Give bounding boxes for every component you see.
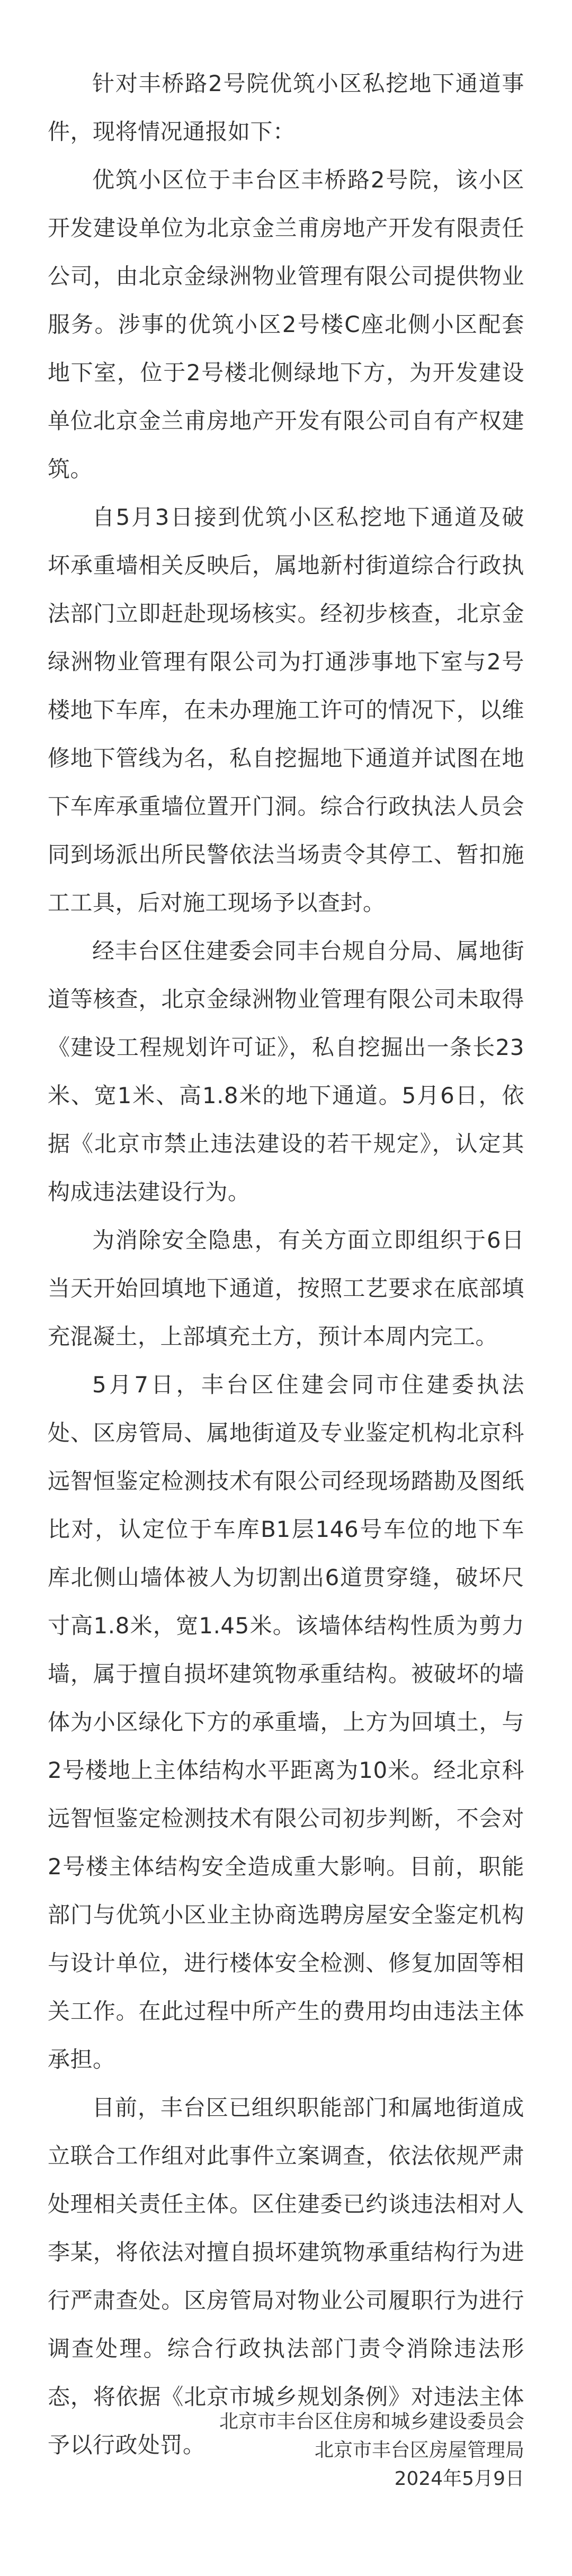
structural-assessment-paragraph: 5月7日，丰台区住建会同市住建委执法处、区房管局、属地街道及专业鉴定机构北京科远智恒鉴定检测技术有限公司经现场踏勘及图纸比对，认定位于车库B1层146号车位的地下车库北侧山墙体被人为切割出6道贯穿缝，破坏尺寸高1.8米，宽1.45米。该墙体结构性质为剪力墙，属于擅自损坏建筑物承重结构。被破坏的墙体为小区绿化下方的承重墙，上方为回填土，与2号楼地上主体结构水平距离为10米。经北京科远智恒鉴定检测技术有限公司初步判断，不会对2号楼主体结构安全造成重大影响。目前，职能部门与优筑小区业主协商选聘房屋安全鉴定机构与设计单位，进行楼体安全检测、修复加固等相关工作。在此过程中所产生的费用均由违法主体承担。: [48, 1372, 524, 2072]
backfill-paragraph: 为消除安全隐患，有关方面立即组织于6日当天开始回填地下通道，按照工艺要求在底部填充混凝土，上部填充土方，预计本周内完工。: [48, 1227, 524, 1349]
intro-paragraph: 针对丰桥路2号院优筑小区私挖地下通道事件，现将情况通报如下：: [48, 70, 524, 145]
signature-block: [219, 2408, 524, 2493]
inspection-paragraph: 自5月3日接到优筑小区私挖地下通道及破坏承重墙相关反映后，属地新村街道综合行政执法部门立即赶赴现场核实。经初步核查，北京金绿洲物业管理有限公司为打通涉事地下室与2号楼地下车库，在未办理施工许可的情况下，以维修地下管线为名，私自挖掘地下通道并试图在地下车库承重墙位置开门洞。综合行政执法人员会同到场派出所民警依法当场责令其停工、暂扣施工工具，后对施工现场予以查封。: [48, 504, 524, 916]
signature-org-housing-commission: 北京市丰台区住房和城乡建设委员会: [219, 2411, 524, 2432]
signature-date: 2024年5月9日: [394, 2468, 524, 2490]
handling-paragraph: 目前，丰台区已组织职能部门和属地街道成立联合工作组对此事件立案调查，依法依规严肃处理相关责任主体。区住建委已约谈违法相对人李某，将依法对擅自损坏建筑物承重结构行为进行严肃查处。区房管局对物业公司履职行为进行调查处理。综合行政执法部门责令消除违法形态，将依据《北京市城乡规划条例》对违法主体予以行政处罚。: [48, 2095, 524, 2458]
background-paragraph: 优筑小区位于丰台区丰桥路2号院，该小区开发建设单位为北京金兰甫房地产开发有限责任公司，由北京金绿洲物业管理有限公司提供物业服务。涉事的优筑小区2号楼C座北侧小区配套地下室，位于2号楼北侧绿地下方，为开发建设单位北京金兰甫房地产开发有限公司自有产权建筑。: [48, 167, 524, 482]
verification-paragraph: 经丰台区住建委会同丰台规自分局、属地街道等核查，北京金绿洲物业管理有限公司未取得《建设工程规划许可证》，私自挖掘出一条长23米、宽1米、高1.8米的地下通道。5月6日，依据《北京市禁止违法建设的若干规定》，认定其构成违法建设行为。: [48, 938, 524, 1205]
signature-org-housing-bureau: 北京市丰台区房屋管理局: [314, 2439, 524, 2461]
